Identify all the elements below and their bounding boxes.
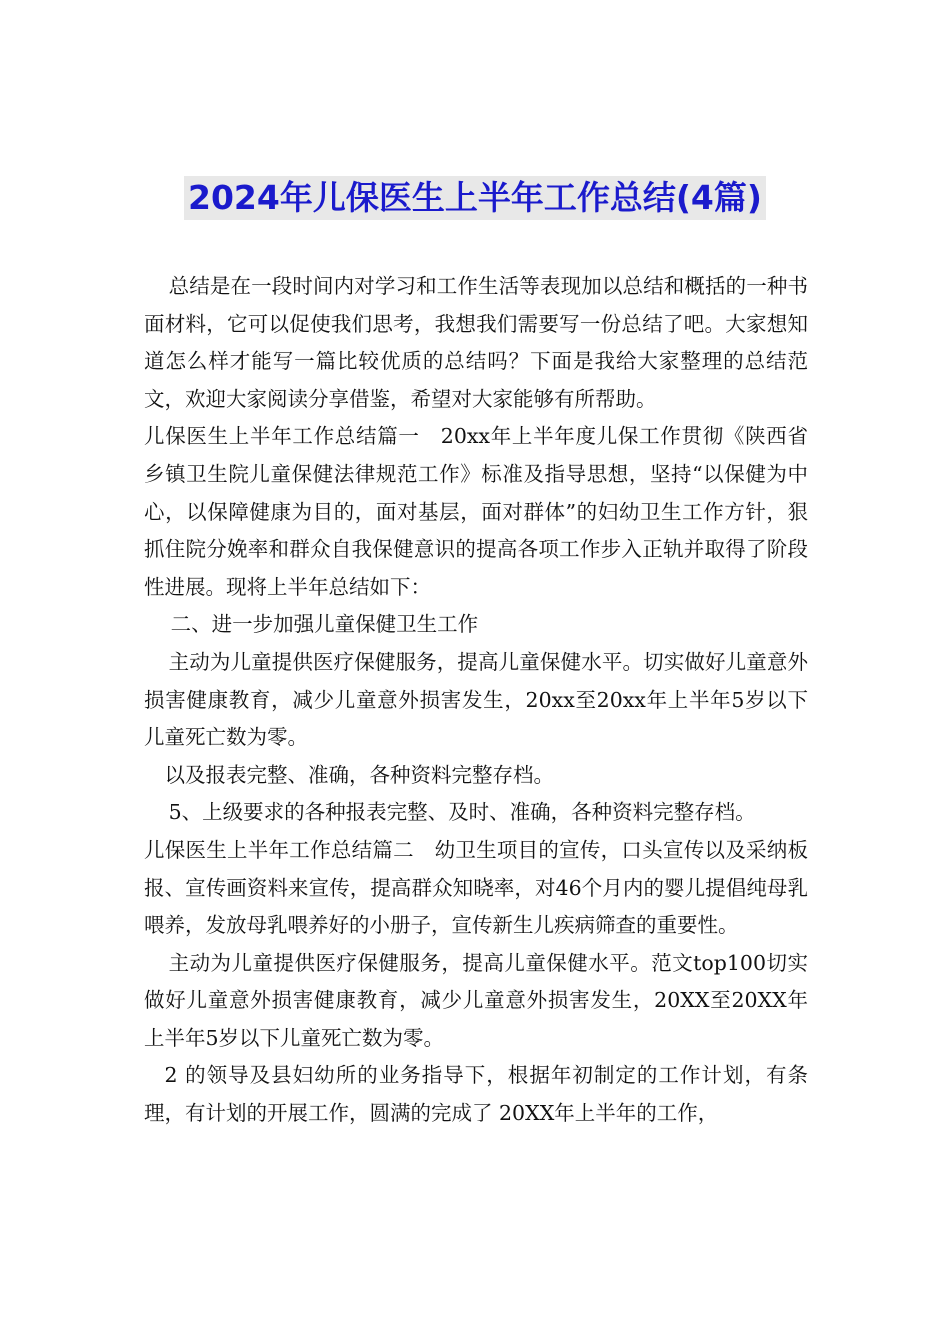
- report-item-paragraph: 5、上级要求的各种报表完整、及时、准确，各种资料完整存档。: [168, 800, 756, 825]
- child-health-paragraph-2: 主动为儿童提供医疗保健服务，提高儿童保健水平。范文top100切实做好儿童意外损害健康教育，减少儿童意外损害发生，20XX至20XX年上半年5岁以下儿童死亡数为零。: [144, 950, 808, 1050]
- intro-paragraph: 总结是在一段时间内对学习和工作生活等表现加以总结和概括的一种书面材料，它可以促使我们思考，我想我们需要写一份总结了吧。大家想知道怎么样才能写一篇比较优质的总结吗？下面是我给大家整理的总结范文，欢迎大家阅读分享借鉴，希望对大家能够有所帮助。: [144, 274, 808, 411]
- section-two-paragraph: 儿保医生上半年工作总结篇二 幼卫生项目的宣传，口头宣传以及采纳板报、宣传画资料来宣传，提高群众知晓率，对46个月内的婴儿提倡纯母乳喂养，发放母乳喂养好的小册子，宣传新生儿疾病筛查的重要性。: [144, 837, 808, 938]
- subheading-paragraph: 二、进一步加强儿童保健卫生工作: [170, 612, 479, 637]
- child-health-paragraph: 主动为儿童提供医疗保健服务，提高儿童保健水平。切实做好儿童意外损害健康教育，减少儿童意外损害发生，20xx至20xx年上半年5岁以下儿童死亡数为零。: [144, 649, 808, 750]
- section-one-paragraph: 儿保医生上半年工作总结篇一 20xx年上半年度儿保工作贯彻《陕西省乡镇卫生院儿童保健法律规范工作》标准及指导思想，坚持“以保健为中心，以保障健康为目的，面对基层，面对群体”的妇幼卫生工作方针，狠抓住院分娩率和群众自我保健意识的提高各项工作步入正轨并取得了阶段性进展。现将上半年总结如下：: [144, 424, 808, 599]
- title-container: [0, 176, 950, 220]
- document-title: 2024年儿保医生上半年工作总结(4篇): [184, 176, 766, 220]
- report-paragraph: 以及报表完整、准确，各种资料完整存档。: [164, 762, 554, 787]
- work-plan-paragraph: 2 的领导及县妇幼所的业务指导下，根据年初制定的工作计划，有条理，有计划的开展工作，圆满的完成了 20XX年上半年的工作，: [144, 1063, 808, 1126]
- document-body: [144, 268, 808, 1133]
